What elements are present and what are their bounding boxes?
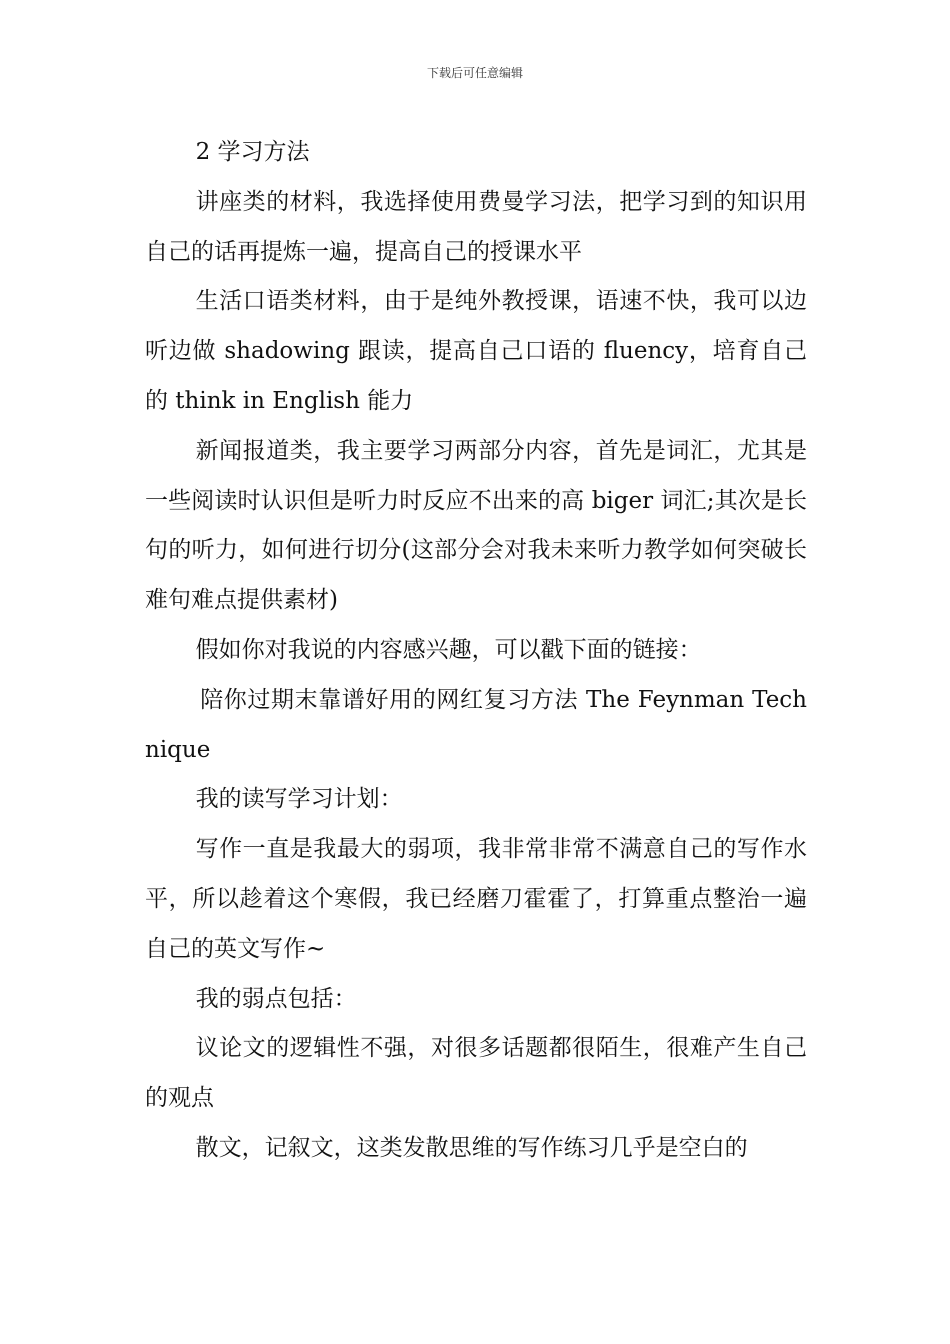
paragraph-argumentative-weakness: 议论文的逻辑性不强，对很多话题都很陌生，很难产生自己的观点 <box>145 1035 807 1112</box>
paragraph-link-intro: 假如你对我说的内容感兴趣，可以戳下面的链接： <box>195 636 702 663</box>
feynman-link[interactable]: 陪你过期末靠谱好用的网红复习方法 The Feynman Technique <box>145 686 807 763</box>
paragraph-reading-writing-plan: 我的读写学习计划： <box>195 786 403 813</box>
paragraph-weakness-intro: 我的弱点包括： <box>195 985 357 1012</box>
paragraph-writing-weakness: 写作一直是我最大的弱项，我非常非常不满意自己的写作水平，所以趁着这个寒假，我已经磨刀霍霍了，打算重点整治一遍自己的英文写作~ <box>145 836 807 962</box>
section-heading: 2 学习方法 <box>195 139 310 165</box>
paragraph-spoken-materials: 生活口语类材料，由于是纯外教授课，语速不快，我可以边听边做 shadowing 跟读，提高自己口语的 fluency，培育自己的 think in English 能力 <box>145 288 807 414</box>
paragraph-essay-weakness: 散文，记叙文，这类发散思维的写作练习几乎是空白的 <box>195 1134 748 1161</box>
paragraph-lecture-materials: 讲座类的材料，我选择使用费曼学习法，把学习到的知识用自己的话再提炼一遍，提高自己的授课水平 <box>145 188 807 265</box>
paragraph-news-materials: 新闻报道类，我主要学习两部分内容，首先是词汇，尤其是一些阅读时认识但是听力时反应不出来的高 biger 词汇;其次是长句的听力，如何进行切分(这部分会对我未来听力教学如何突破长难句难点提供素材) <box>145 437 807 614</box>
page-header-note: 下载后可任意编辑 <box>426 66 523 80</box>
document-body <box>145 128 807 1174</box>
